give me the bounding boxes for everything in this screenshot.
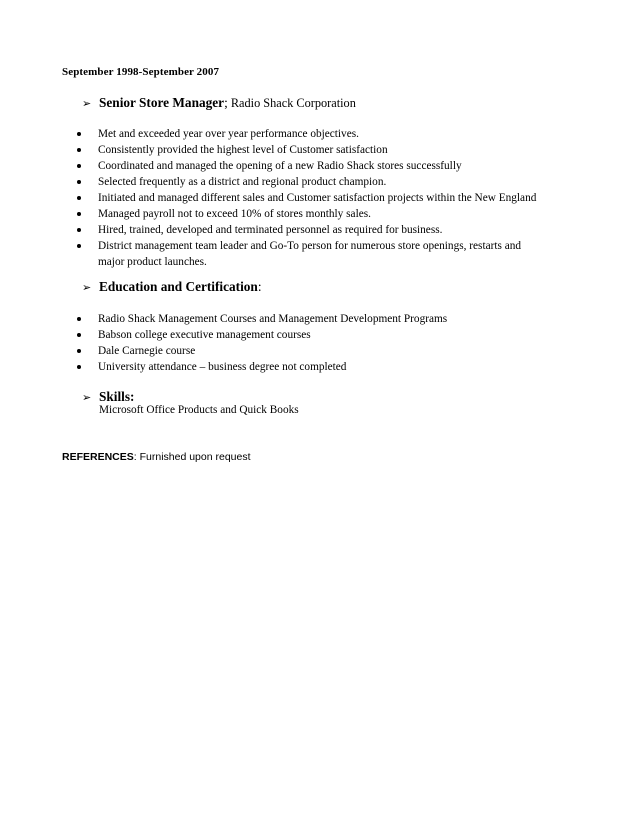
list-item: Selected frequently as a district and regional product champion. (0, 174, 536, 190)
round-bullet-icon (77, 148, 81, 152)
employment-dates: September 1998-September 2007 (62, 66, 220, 78)
round-bullet-icon (77, 317, 81, 321)
round-bullet-icon (77, 244, 81, 248)
job-title-heading (82, 95, 356, 111)
round-bullet-icon (77, 365, 81, 369)
references-label: REFERENCES (62, 451, 134, 463)
education-heading (82, 279, 262, 295)
company-name: Radio Shack Corporation (227, 96, 356, 110)
references-text: : Furnished upon request (133, 451, 251, 463)
education-list (0, 311, 447, 375)
references-line (62, 451, 251, 463)
list-item: Consistently provided the highest level of Customer satisfaction (0, 142, 536, 158)
list-item: University attendance – business degree not completed (0, 359, 447, 375)
round-bullet-icon (77, 132, 81, 136)
list-item: Managed payroll not to exceed 10% of stores monthly sales. (0, 206, 536, 222)
list-item: Initiated and managed different sales and Customer satisfaction projects within the New England (0, 190, 536, 206)
round-bullet-icon (77, 212, 81, 216)
skills-heading-text: Skills: (99, 389, 135, 404)
list-item: Met and exceeded year over year performance objectives. (0, 126, 536, 142)
job-title-separator: ; (224, 95, 228, 110)
list-item: District management team leader and Go-To person for numerous store openings, restarts and major product launches. (0, 238, 536, 270)
list-item: Hired, trained, developed and terminated personnel as required for business. (0, 222, 536, 238)
round-bullet-icon (77, 228, 81, 232)
skills-detail: Microsoft Office Products and Quick Books (99, 404, 299, 416)
round-bullet-icon (77, 180, 81, 184)
list-item: Radio Shack Management Courses and Management Development Programs (0, 311, 447, 327)
list-item: Coordinated and managed the opening of a new Radio Shack stores successfully (0, 158, 536, 174)
round-bullet-icon (77, 333, 81, 337)
round-bullet-icon (77, 196, 81, 200)
arrowhead-bullet-icon: ➢ (82, 97, 92, 110)
list-item: Babson college executive management courses (0, 327, 447, 343)
round-bullet-icon (77, 349, 81, 353)
education-heading-colon: : (257, 279, 262, 294)
round-bullet-icon (77, 164, 81, 168)
education-heading-text: Education and Certification (99, 279, 258, 294)
job-title: Senior Store Manager (99, 95, 225, 110)
job-responsibilities-list (0, 126, 536, 270)
arrowhead-bullet-icon: ➢ (82, 281, 92, 294)
skills-heading (82, 389, 134, 405)
list-item: Dale Carnegie course (0, 343, 447, 359)
arrowhead-bullet-icon: ➢ (82, 391, 92, 404)
